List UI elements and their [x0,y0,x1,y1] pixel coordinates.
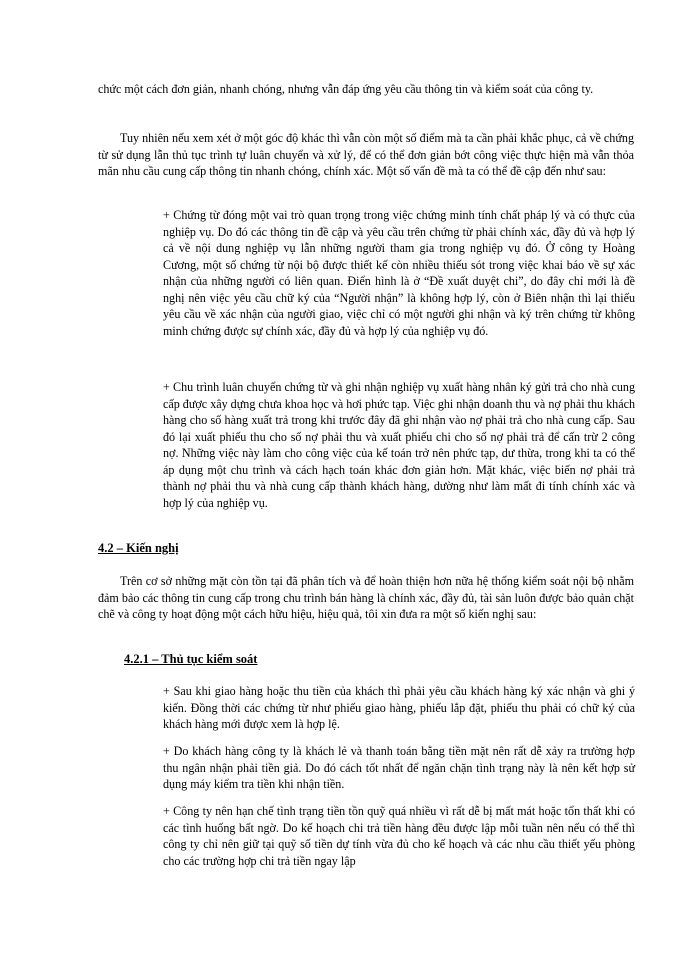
continuation-paragraph: chức một cách đơn giản, nhanh chóng, nhưng vẫn đáp ứng yêu cầu thông tin và kiểm soát của công ty. [98,82,594,96]
issue-item-document-flow: + Chu trình luân chuyển chứng từ và ghi nhận nghiệp vụ xuất hàng nhân ký gửi trả cho nhà cung cấp được xây dựng chưa khoa học và hơi phức tạp. Việc ghi nhận doanh thu và nợ phải thu khách hàng cho số hàng xuất trả trong khi trước đây đã ghi nhận vào nợ phải trả cho nhà cung cấp. Sau đó lại xuất phiếu thu cho số nợ phải thu và xuất phiếu chi cho số nợ phải trả để cấn trừ 2 công nợ. Những việc này làm cho công việc của kế toán trở nên phức tạp, dư thừa, trong khi ta có thể áp dụng một chu trình và cách hạch toán khác đơn giản hơn. Mặt khác, việc biến nợ phải trả thành nợ phải thu và nhà cung cấp thành khách hàng, dường như làm mất đi tính chính xác và hợp lý của nghiệp vụ. [163,380,635,510]
control-item-cash-limit: + Công ty nên hạn chế tình trạng tiền tồn quỹ quá nhiều vì rất dễ bị mất mát hoặc tổn thất khi có các tình huống bất ngờ. Do kế hoạch chi trả tiền hàng đều được lập mỗi tuần nên nếu có thể thì công ty chỉ nên giữ tại quỹ số tiền dự tính vừa đủ cho kế hoạch và các nhu cầu thiết yếu phòng cho các trường hợp chi trả tiền ngay lập [163,804,635,868]
issues-intro-paragraph: Tuy nhiên nếu xem xét ở một góc độ khác thì vẫn còn một số điểm mà ta cần phải khắc phục, cả về chứng từ sử dụng lẫn thủ tục trình tự luân chuyển và xử lý, để có thể đơn giản bớt công việc thực hiện mà vẫn thỏa mãn nhu cầu cung cấp thông tin nhanh chóng, chính xác. Một số vấn đề mà ta có thể đề cập đến như sau: [98,131,634,178]
issue-item-documents: + Chứng từ đóng một vai trò quan trọng trong việc chứng minh tính chất pháp lý và có thực của nghiệp vụ. Do đó các thông tin đề cập và yêu cầu trên chứng từ phải chính xác, đầy đủ và hợp lý cả về nội dung nghiệp vụ lẫn những người tham gia trong nghiệp vụ đó. Ở công ty Hoàng Cương, một số chứng từ nội bộ được thiết kế còn nhiều thiếu sót trong việc khai báo về sự xác nhận của những người có liên quan. Điển hình là ở “Đề xuất duyệt chi”, do đây chỉ mới là đề nghị nên việc yêu cầu chữ ký của “Người nhận” là không hợp lý, còn ở Biên nhận thì lại thiếu yêu cầu về xác nhận của người giao, việc chỉ có một người ghi nhận và ký trên chứng từ không minh chứng được sự chính xác, đầy đủ và hợp lý của nghiệp vụ đó. [163,208,635,338]
section-heading: 4.2 – Kiến nghị [98,541,179,555]
subsection-heading: 4.2.1 – Thủ tục kiểm soát [124,652,258,666]
control-item-confirmation: + Sau khi giao hàng hoặc thu tiền của khách thì phải yêu cầu khách hàng ký xác nhận và ghi ý kiến. Đồng thời các chứng từ như phiếu giao hàng, phiếu lắp đặt, phiếu thu phải có chữ ký của khách hàng mới được xem là hợp lệ. [163,684,635,731]
section-intro-paragraph: Trên cơ sở những mặt còn tồn tại đã phân tích và để hoàn thiện hơn nữa hệ thống kiểm soát nội bộ nhằm đảm bảo các thông tin cung cấp trong chu trình bán hàng là chính xác, đầy đủ, tài sản luôn được bảo quản chặt chẽ và công ty hoạt động một cách hữu hiệu, hiệu quả, tôi xin đưa ra một số kiến nghị sau: [98,574,634,621]
control-item-counterfeit: + Do khách hàng công ty là khách lẻ và thanh toán bằng tiền mặt nên rất dễ xảy ra trường hợp thu ngân nhận phải tiền giả. Do đó cách tốt nhất để ngăn chặn tình trạng này là nên kết hợp sử dụng máy kiểm tra tiền khi nhận tiền. [163,744,635,791]
